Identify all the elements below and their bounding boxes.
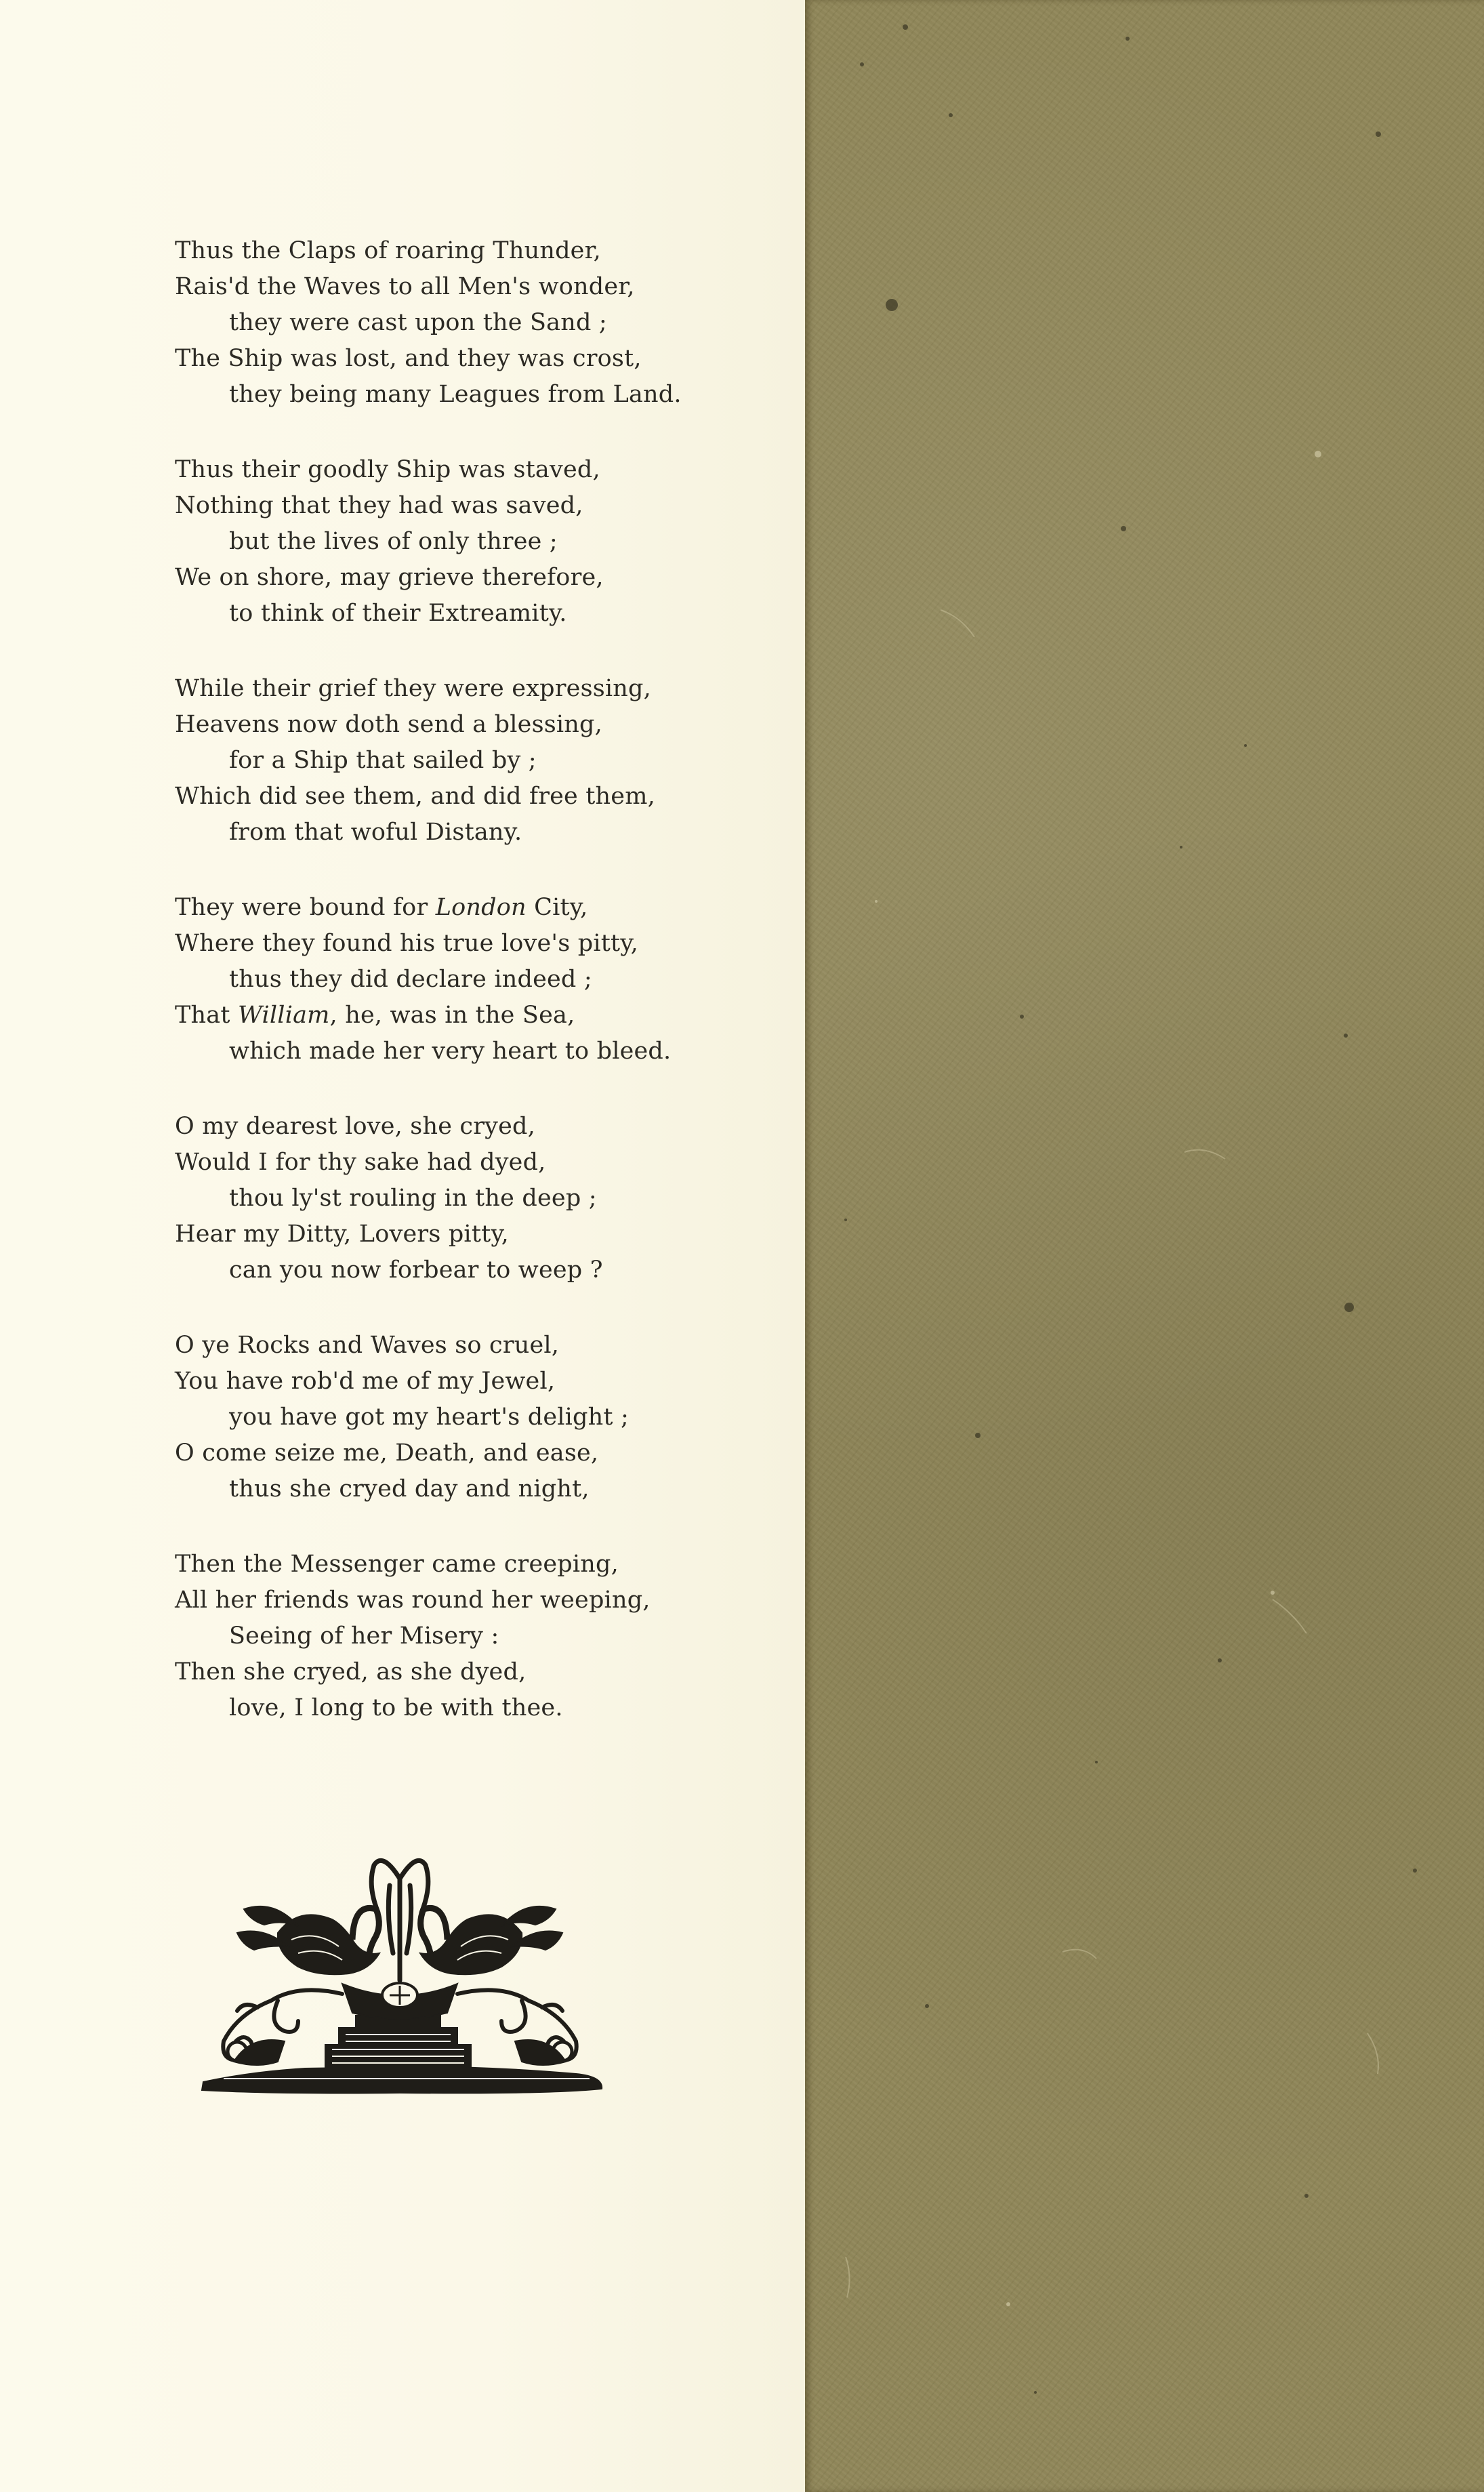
poem-line: Heavens now doth send a blessing, xyxy=(175,711,602,738)
poem-line-indented: thou ly'st rouling in the deep ; xyxy=(229,1185,597,1212)
stanza-2 xyxy=(175,452,785,632)
poem-line-indented: love, I long to be with thee. xyxy=(229,1694,563,1721)
poem-line: O my dearest love, she cryed, xyxy=(175,1113,535,1140)
poem-line-indented: Seeing of her Misery : xyxy=(229,1622,499,1650)
poem-line: Which did see them, and did free them, xyxy=(175,783,655,810)
stanza-7 xyxy=(175,1547,785,1726)
line-text: They were bound for xyxy=(175,894,436,921)
poem-line: Would I for thy sake had dyed, xyxy=(175,1149,546,1176)
italic-place-name: London xyxy=(435,894,527,921)
poem-line: You have rob'd me of my Jewel, xyxy=(175,1368,556,1395)
poem-line: O come seize me, Death, and ease, xyxy=(175,1439,599,1467)
poem-line: The Ship was lost, and they was crost, xyxy=(175,345,642,372)
poem-line-indented: to think of their Extreamity. xyxy=(229,600,567,627)
poem-line xyxy=(175,998,785,1034)
poem-line-indented: thus they did declare indeed ; xyxy=(229,966,592,993)
stanza-4 xyxy=(175,890,785,1069)
poem-line xyxy=(175,890,785,926)
poem-line: Thus their goodly Ship was staved, xyxy=(175,456,600,483)
poem-line: Hear my Ditty, Lovers pitty, xyxy=(175,1221,510,1248)
line-text: City, xyxy=(526,894,588,921)
line-text: That xyxy=(175,1002,238,1029)
poem-line-indented: from that woful Distany. xyxy=(229,819,522,846)
poem-line-indented: you have got my heart's delight ; xyxy=(229,1404,629,1431)
poem-line: Thus the Claps of roaring Thunder, xyxy=(175,237,602,264)
poem-text xyxy=(175,233,785,1765)
poem-line-indented: they being many Leagues from Land. xyxy=(229,381,682,408)
poem-line: Then she cryed, as she dyed, xyxy=(175,1658,527,1686)
poem-line: Nothing that they had was saved, xyxy=(175,492,583,519)
paper-fiber-specks xyxy=(805,0,1484,2492)
marbled-cover-board xyxy=(805,0,1484,2492)
stanza-6 xyxy=(175,1328,785,1507)
poem-line: Where they found his true love's pitty, xyxy=(175,930,638,957)
italic-person-name: William xyxy=(237,1002,330,1029)
poem-line: While their grief they were expressing, xyxy=(175,675,651,702)
poem-line-indented: thus she cryed day and night, xyxy=(229,1475,590,1503)
poem-line-indented: which made her very heart to bleed. xyxy=(229,1038,672,1065)
stanza-5 xyxy=(175,1109,785,1288)
poem-line: We on shore, may grieve therefore, xyxy=(175,564,604,591)
poem-line-indented: they were cast upon the Sand ; xyxy=(229,309,607,336)
stanza-3 xyxy=(175,671,785,851)
poem-line-indented: but the lives of only three ; xyxy=(229,528,558,555)
swan-fountain-woodcut-icon xyxy=(197,1838,610,2099)
poem-line-indented: can you now forbear to weep ? xyxy=(229,1257,603,1284)
stanza-1 xyxy=(175,233,785,413)
poem-line: All her friends was round her weeping, xyxy=(175,1587,651,1614)
poem-line: Then the Messenger came creeping, xyxy=(175,1551,619,1578)
poem-line-indented: for a Ship that sailed by ; xyxy=(229,747,537,774)
poem-line: Rais'd the Waves to all Men's wonder, xyxy=(175,273,635,300)
line-text: , he, was in the Sea, xyxy=(329,1002,575,1029)
poem-line: O ye Rocks and Waves so cruel, xyxy=(175,1332,560,1359)
